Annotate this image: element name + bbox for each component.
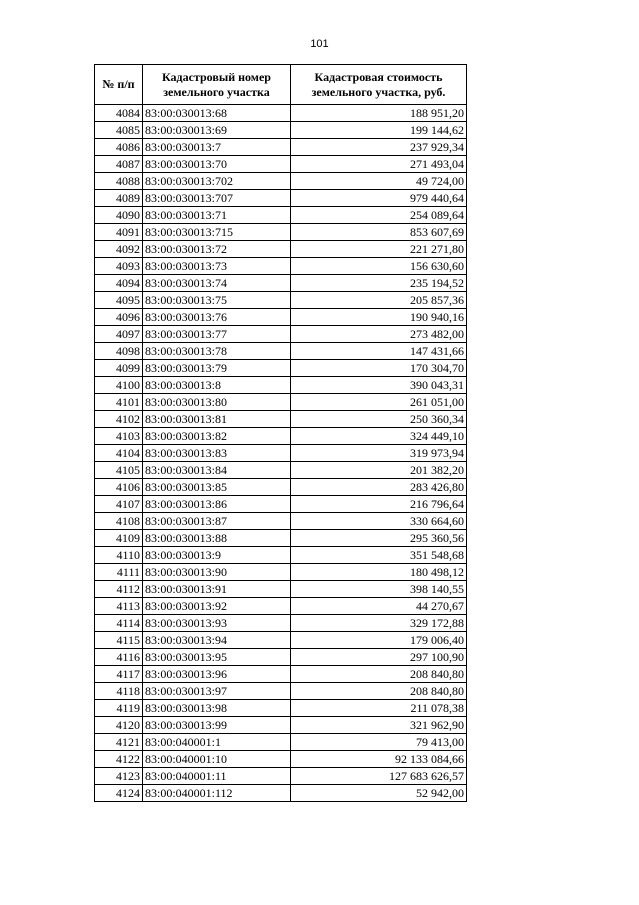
cadastral-number-cell: 83:00:030013:78 [143, 343, 291, 360]
table-row [95, 615, 467, 632]
row-number-cell: 4108 [95, 513, 143, 530]
table-row [95, 581, 467, 598]
cadastral-number-cell: 83:00:030013:83 [143, 445, 291, 462]
row-number-cell: 4100 [95, 377, 143, 394]
header-row-number: № п/п [95, 65, 143, 105]
header-cadastral-value: Кадастровая стоимость земельного участка, руб. [291, 65, 467, 105]
table-row [95, 649, 467, 666]
cadastral-number-cell: 83:00:030013:70 [143, 156, 291, 173]
cadastral-value-table [94, 64, 467, 802]
cadastral-value-cell: 235 194,52 [291, 275, 467, 292]
row-number-cell: 4106 [95, 479, 143, 496]
cadastral-value-cell: 351 548,68 [291, 547, 467, 564]
table-row [95, 207, 467, 224]
row-number-cell: 4123 [95, 768, 143, 785]
row-number-cell: 4095 [95, 292, 143, 309]
cadastral-number-cell: 83:00:030013:91 [143, 581, 291, 598]
cadastral-number-cell: 83:00:030013:82 [143, 428, 291, 445]
cadastral-number-cell: 83:00:030013:702 [143, 173, 291, 190]
cadastral-number-cell: 83:00:030013:88 [143, 530, 291, 547]
cadastral-number-cell: 83:00:040001:11 [143, 768, 291, 785]
cadastral-number-cell: 83:00:030013:73 [143, 258, 291, 275]
cadastral-number-cell: 83:00:030013:86 [143, 496, 291, 513]
row-number-cell: 4120 [95, 717, 143, 734]
cadastral-value-cell: 208 840,80 [291, 666, 467, 683]
cadastral-value-cell: 188 951,20 [291, 105, 467, 122]
cadastral-value-cell: 179 006,40 [291, 632, 467, 649]
cadastral-value-cell: 390 043,31 [291, 377, 467, 394]
row-number-cell: 4122 [95, 751, 143, 768]
cadastral-value-cell: 237 929,34 [291, 139, 467, 156]
cadastral-value-cell: 44 270,67 [291, 598, 467, 615]
cadastral-number-cell: 83:00:030013:80 [143, 394, 291, 411]
cadastral-value-cell: 170 304,70 [291, 360, 467, 377]
cadastral-number-cell: 83:00:030013:87 [143, 513, 291, 530]
cadastral-value-cell: 127 683 626,57 [291, 768, 467, 785]
table-row [95, 632, 467, 649]
cadastral-number-cell: 83:00:030013:92 [143, 598, 291, 615]
row-number-cell: 4099 [95, 360, 143, 377]
table-row [95, 394, 467, 411]
table-row [95, 309, 467, 326]
table-row [95, 598, 467, 615]
cadastral-number-cell: 83:00:030013:90 [143, 564, 291, 581]
cadastral-number-cell: 83:00:030013:7 [143, 139, 291, 156]
row-number-cell: 4087 [95, 156, 143, 173]
row-number-cell: 4119 [95, 700, 143, 717]
table-row [95, 173, 467, 190]
row-number-cell: 4114 [95, 615, 143, 632]
row-number-cell: 4086 [95, 139, 143, 156]
cadastral-value-cell: 92 133 084,66 [291, 751, 467, 768]
table-row [95, 411, 467, 428]
cadastral-value-cell: 271 493,04 [291, 156, 467, 173]
table-row [95, 700, 467, 717]
cadastral-value-cell: 330 664,60 [291, 513, 467, 530]
cadastral-number-cell: 83:00:030013:99 [143, 717, 291, 734]
table-row [95, 343, 467, 360]
row-number-cell: 4105 [95, 462, 143, 479]
table-row [95, 292, 467, 309]
cadastral-value-cell: 324 449,10 [291, 428, 467, 445]
row-number-cell: 4094 [95, 275, 143, 292]
cadastral-number-cell: 83:00:030013:8 [143, 377, 291, 394]
cadastral-number-cell: 83:00:030013:75 [143, 292, 291, 309]
cadastral-number-cell: 83:00:030013:84 [143, 462, 291, 479]
table-row [95, 683, 467, 700]
table-row [95, 275, 467, 292]
table-row [95, 513, 467, 530]
cadastral-value-cell: 156 630,60 [291, 258, 467, 275]
row-number-cell: 4110 [95, 547, 143, 564]
cadastral-value-cell: 321 962,90 [291, 717, 467, 734]
table-row [95, 751, 467, 768]
table-row [95, 445, 467, 462]
table-row [95, 156, 467, 173]
cadastral-value-cell: 297 100,90 [291, 649, 467, 666]
row-number-cell: 4115 [95, 632, 143, 649]
row-number-cell: 4090 [95, 207, 143, 224]
header-cadastral-number: Кадастровый номер земельного участка [143, 65, 291, 105]
table-row [95, 326, 467, 343]
cadastral-number-cell: 83:00:040001:1 [143, 734, 291, 751]
cadastral-value-cell: 52 942,00 [291, 785, 467, 802]
cadastral-value-cell: 250 360,34 [291, 411, 467, 428]
row-number-cell: 4092 [95, 241, 143, 258]
cadastral-value-cell: 261 051,00 [291, 394, 467, 411]
table-row [95, 428, 467, 445]
cadastral-number-cell: 83:00:030013:79 [143, 360, 291, 377]
cadastral-number-cell: 83:00:030013:9 [143, 547, 291, 564]
cadastral-value-cell: 329 172,88 [291, 615, 467, 632]
cadastral-number-cell: 83:00:030013:93 [143, 615, 291, 632]
cadastral-number-cell: 83:00:040001:10 [143, 751, 291, 768]
table-row [95, 547, 467, 564]
row-number-cell: 4084 [95, 105, 143, 122]
row-number-cell: 4091 [95, 224, 143, 241]
cadastral-value-cell: 283 426,80 [291, 479, 467, 496]
row-number-cell: 4124 [95, 785, 143, 802]
cadastral-number-cell: 83:00:030013:77 [143, 326, 291, 343]
cadastral-number-cell: 83:00:030013:98 [143, 700, 291, 717]
row-number-cell: 4112 [95, 581, 143, 598]
cadastral-number-cell: 83:00:030013:95 [143, 649, 291, 666]
table-row [95, 360, 467, 377]
cadastral-value-cell: 208 840,80 [291, 683, 467, 700]
page-number: 101 [310, 38, 329, 50]
table-row [95, 105, 467, 122]
cadastral-number-cell: 83:00:030013:69 [143, 122, 291, 139]
cadastral-number-cell: 83:00:030013:74 [143, 275, 291, 292]
cadastral-value-cell: 211 078,38 [291, 700, 467, 717]
table-row [95, 258, 467, 275]
table-row [95, 479, 467, 496]
cadastral-number-cell: 83:00:030013:715 [143, 224, 291, 241]
cadastral-value-cell: 201 382,20 [291, 462, 467, 479]
cadastral-value-cell: 199 144,62 [291, 122, 467, 139]
cadastral-number-cell: 83:00:030013:97 [143, 683, 291, 700]
table-row [95, 462, 467, 479]
row-number-cell: 4107 [95, 496, 143, 513]
table-body [95, 105, 467, 802]
table-row [95, 377, 467, 394]
row-number-cell: 4102 [95, 411, 143, 428]
cadastral-number-cell: 83:00:030013:72 [143, 241, 291, 258]
table-header-row [95, 65, 467, 105]
row-number-cell: 4121 [95, 734, 143, 751]
table-row [95, 717, 467, 734]
cadastral-value-cell: 254 089,64 [291, 207, 467, 224]
cadastral-number-cell: 83:00:030013:76 [143, 309, 291, 326]
table-row [95, 241, 467, 258]
table-row [95, 496, 467, 513]
table-row [95, 666, 467, 683]
cadastral-number-cell: 83:00:030013:96 [143, 666, 291, 683]
cadastral-value-cell: 273 482,00 [291, 326, 467, 343]
row-number-cell: 4104 [95, 445, 143, 462]
cadastral-value-cell: 49 724,00 [291, 173, 467, 190]
cadastral-value-cell: 979 440,64 [291, 190, 467, 207]
table-row [95, 224, 467, 241]
row-number-cell: 4113 [95, 598, 143, 615]
row-number-cell: 4098 [95, 343, 143, 360]
row-number-cell: 4093 [95, 258, 143, 275]
cadastral-number-cell: 83:00:030013:68 [143, 105, 291, 122]
table-row [95, 564, 467, 581]
table-row [95, 530, 467, 547]
cadastral-value-cell: 180 498,12 [291, 564, 467, 581]
table-row [95, 190, 467, 207]
row-number-cell: 4101 [95, 394, 143, 411]
cadastral-number-cell: 83:00:030013:71 [143, 207, 291, 224]
row-number-cell: 4116 [95, 649, 143, 666]
cadastral-value-cell: 398 140,55 [291, 581, 467, 598]
row-number-cell: 4109 [95, 530, 143, 547]
table-row [95, 122, 467, 139]
table-row [95, 734, 467, 751]
cadastral-number-cell: 83:00:030013:707 [143, 190, 291, 207]
row-number-cell: 4096 [95, 309, 143, 326]
row-number-cell: 4089 [95, 190, 143, 207]
cadastral-value-cell: 221 271,80 [291, 241, 467, 258]
cadastral-value-cell: 205 857,36 [291, 292, 467, 309]
cadastral-value-cell: 79 413,00 [291, 734, 467, 751]
row-number-cell: 4117 [95, 666, 143, 683]
row-number-cell: 4085 [95, 122, 143, 139]
cadastral-number-cell: 83:00:030013:94 [143, 632, 291, 649]
cadastral-value-cell: 216 796,64 [291, 496, 467, 513]
cadastral-value-cell: 147 431,66 [291, 343, 467, 360]
cadastral-value-cell: 853 607,69 [291, 224, 467, 241]
cadastral-number-cell: 83:00:040001:112 [143, 785, 291, 802]
row-number-cell: 4103 [95, 428, 143, 445]
row-number-cell: 4088 [95, 173, 143, 190]
cadastral-value-cell: 319 973,94 [291, 445, 467, 462]
cadastral-value-cell: 190 940,16 [291, 309, 467, 326]
row-number-cell: 4118 [95, 683, 143, 700]
table-row [95, 768, 467, 785]
cadastral-value-cell: 295 360,56 [291, 530, 467, 547]
cadastral-number-cell: 83:00:030013:81 [143, 411, 291, 428]
row-number-cell: 4111 [95, 564, 143, 581]
cadastral-number-cell: 83:00:030013:85 [143, 479, 291, 496]
table-row [95, 785, 467, 802]
row-number-cell: 4097 [95, 326, 143, 343]
table-row [95, 139, 467, 156]
